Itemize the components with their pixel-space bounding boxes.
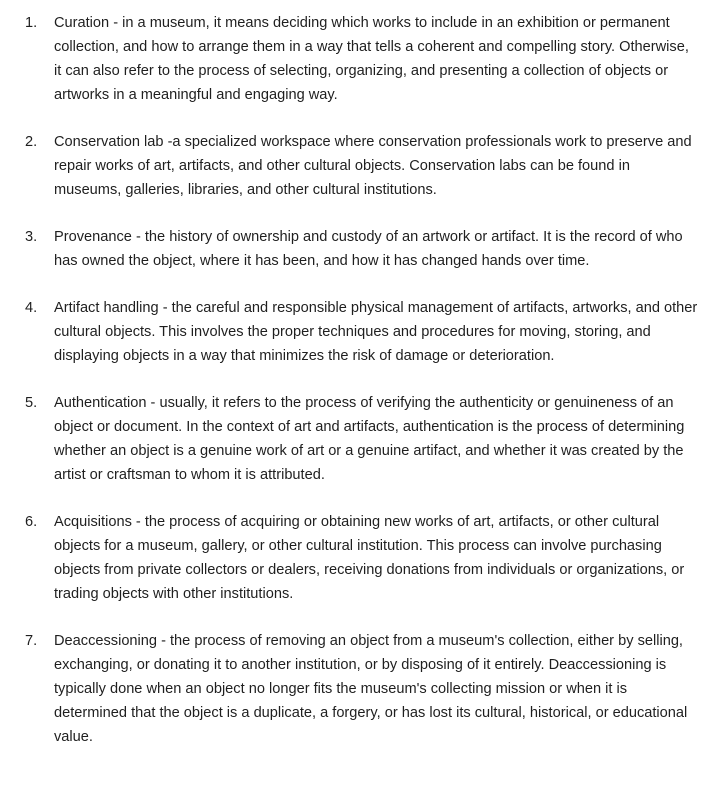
list-item-text: Acquisitions - the process of acquiring or obtaining new works of art, artifacts, or other cultural objects for a museum, gallery, or other cultural institution. This process can involve purchasing objects from private collectors or dealers, receiving donations from individuals or organizations, or trading objects with other institutions. [54,514,685,602]
list-number: 6. [25,514,38,530]
list-number: 3. [25,229,38,245]
list-number: 2. [25,134,38,150]
list-item-artifact-handling [0,296,700,368]
list-item-acquisitions [0,510,700,606]
list-item-text: Conservation lab -a specialized workspace where conservation professionals work to preserve and repair works of art, artifacts, and other cultural objects. Conservation labs can be found in museums, galleries, libraries, and other cultural institutions. [54,134,692,198]
list-number: 7. [25,633,38,649]
list-item-text: Artifact handling - the careful and responsible physical management of artifacts, artworks, and other cultural objects. This involves the proper techniques and procedures for moving, storing, and displaying objects in a way that minimizes the risk of damage or deterioration. [54,300,698,364]
glossary-list [0,11,700,749]
list-item-text: Deaccessioning - the process of removing an object from a museum's collection, either by selling, exchanging, or donating it to another institution, or by disposing of it entirely. Deaccessioning is typically done when an object no longer fits the museum's collecting mission or when it is determined that the object is a duplicate, a forgery, or has lost its cultural, historical, or educational value. [54,633,688,745]
list-item-authentication [0,391,700,487]
list-item-text: Curation - in a museum, it means deciding which works to include in an exhibition or permanent collection, and how to arrange them in a way that tells a coherent and compelling story. Otherwise, it can also refer to the process of selecting, organizing, and presenting a collection of objects or artworks in a meaningful and engaging way. [54,15,689,103]
list-item-provenance [0,225,700,273]
list-item-text: Provenance - the history of ownership and custody of an artwork or artifact. It is the record of who has owned the object, where it has been, and how it has changed hands over time. [54,229,683,269]
list-number: 5. [25,395,38,411]
list-item-curation [0,11,700,107]
list-number: 4. [25,300,38,316]
list-item-conservation-lab [0,130,700,202]
list-item-deaccessioning [0,629,700,749]
list-number: 1. [25,15,38,31]
list-item-text: Authentication - usually, it refers to the process of verifying the authenticity or genuineness of an object or document. In the context of art and artifacts, authentication is the process of determining whether an object is a genuine work of art or a genuine artifact, and whether it was created by the artist or craftsman to whom it is attributed. [54,395,685,483]
